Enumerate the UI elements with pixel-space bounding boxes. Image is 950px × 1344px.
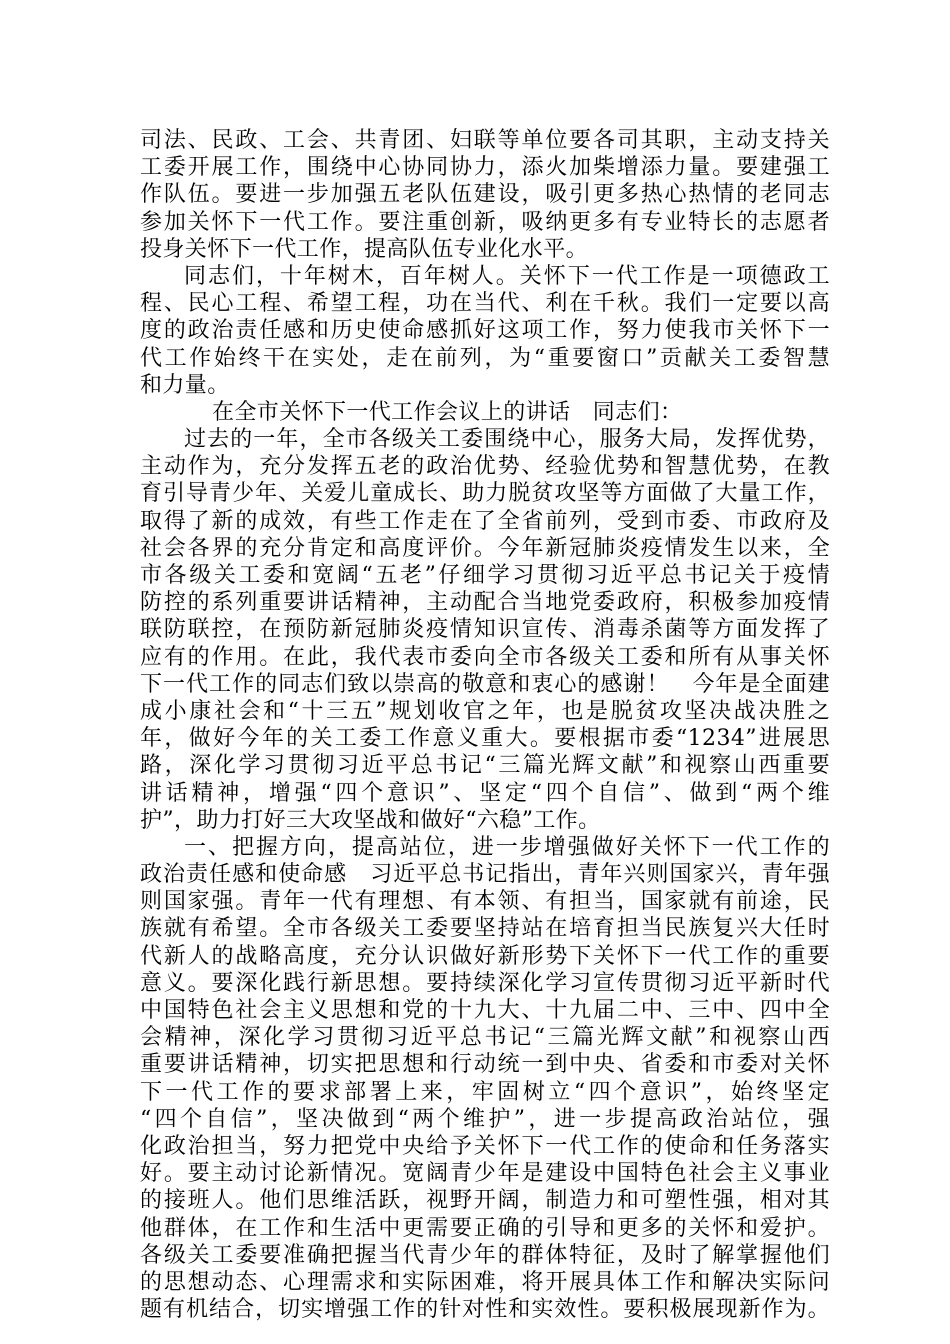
text-line: 防控的系列重要讲话精神，主动配合当地党委政府，积极参加疫情 [140,590,830,616]
text-line: 主动作为，充分发挥五老的政治优势、经验优势和智慧优势，在教 [140,454,830,480]
text-line: 代工作始终干在实处，走在前列，为“重要窗口”贡献关工委智慧 [140,345,830,371]
text-line: 和力量。 [140,372,230,398]
section-heading-line: 一、把握方向，提高站位，进一步增强做好关怀下一代工作的 [184,834,830,860]
text-line: 他群体，在工作和生活中更需要正确的引导和更多的关怀和爱护。 [140,1215,830,1241]
text-line: 度的政治责任感和历史使命感抓好这项工作，努力使我市关怀下一 [140,318,830,344]
text-line: 会精神，深化学习贯彻习近平总书记“三篇光辉文献”和视察山西 [140,1025,830,1051]
text-line: 投身关怀下一代工作，提高队伍专业化水平。 [140,236,589,262]
text-line: 化政治担当，努力把党中央给予关怀下一代工作的使命和任务落实 [140,1133,830,1159]
text-line: 各级关工委要准确把握当代青少年的群体特征，及时了解掌握他们 [140,1242,830,1268]
text-line: 应有的作用。在此，我代表市委向全市各级关工委和所有从事关怀 [140,644,830,670]
text-line: 同志们，十年树木，百年树人。关怀下一代工作是一项德政工 [184,263,830,289]
text-line: 成小康社会和“十三五”规划收官之年，也是脱贫攻坚决战决胜之 [140,698,830,724]
text-line: 工委开展工作，围绕中心协同协力，添火加柴增添力量。要建强工 [140,155,830,181]
text-line: “四个自信”，坚决做到“两个维护”，进一步提高政治站位，强 [140,1106,830,1132]
text-line: 意义。要深化践行新思想。要持续深化学习宣传贯彻习近平新时代 [140,970,830,996]
text-line: 则国家强。青年一代有理想、有本领、有担当，国家就有前途，民 [140,889,830,915]
text-line: 取得了新的成效，有些工作走在了全省前列，受到市委、市政府及 [140,508,830,534]
text-line: 好。要主动讨论新情况。宽阔青少年是建设中国特色社会主义事业 [140,1161,830,1187]
text-line: 司法、民政、工会、共青团、妇联等单位要各司其职，主动支持关 [140,128,830,153]
text-line: 政治责任感和使命感 习近平总书记指出，青年兴则国家兴，青年强 [140,862,830,888]
text-line: 过去的一年，全市各级关工委围绕中心，服务大局，发挥优势， [184,427,830,453]
text-line: 育引导青少年、关爱儿童成长、助力脱贫攻坚等方面做了大量工作， [140,481,830,507]
text-line: 的思想动态、心理需求和实际困难，将开展具体工作和解决实际问 [140,1269,830,1295]
text-line: 联防联控，在预防新冠肺炎疫情知识宣传、消毒杀菌等方面发挥了 [140,617,830,643]
text-line: 作队伍。要进一步加强五老队伍建设，吸引更多热心热情的老同志 [140,182,830,208]
text-line: 路，深化学习贯彻习近平总书记“三篇光辉文献”和视察山西重要 [140,753,830,779]
text-line: 代新人的战略高度，充分认识做好新形势下关怀下一代工作的重要 [140,943,830,969]
text-line: 下一代工作的要求部署上来，牢固树立“四个意识”，始终坚定 [140,1079,830,1105]
text-line: 中国特色社会主义思想和党的十九大、十九届二中、三中、四中全 [140,998,830,1023]
text-line: 讲话精神，增强“四个意识”、坚定“四个自信”、做到“两个维 [140,780,830,806]
text-line: 重要讲话精神，切实把思想和行动统一到中央、省委和市委对关怀 [140,1052,830,1078]
text-line: 题有机结合，切实增强工作的针对性和实效性。要积极展现新作为。 [140,1297,830,1323]
text-line: 程、民心工程、希望工程，功在当代、利在千秋。我们一定要以高 [140,291,830,317]
text-line: 的接班人。他们思维活跃，视野开阔，制造力和可塑性强，相对其 [140,1188,830,1214]
document-body [140,127,830,1323]
text-line: 年，做好今年的关工委工作意义重大。要根据市委“1234”进展思 [140,726,830,752]
text-line: 下一代工作的同志们致以崇高的敬意和衷心的感谢！ 今年是全面建 [140,671,830,697]
text-line: 族就有希望。全市各级关工委要坚持站在培育担当民族复兴大任时 [140,916,830,942]
text-line: 社会各界的充分肯定和高度评价。今年新冠肺炎疫情发生以来，全 [140,535,830,561]
text-line: 参加关怀下一代工作。要注重创新，吸纳更多有专业特长的志愿者 [140,209,830,235]
text-line: 市各级关工委和宽阔“五老”仔细学习贯彻习近平总书记关于疫情 [140,563,830,588]
speech-title: 在全市关怀下一代工作会议上的讲话 同志们： [212,399,683,425]
text-line: 护”，助力打好三大攻坚战和做好“六稳”工作。 [140,807,601,833]
